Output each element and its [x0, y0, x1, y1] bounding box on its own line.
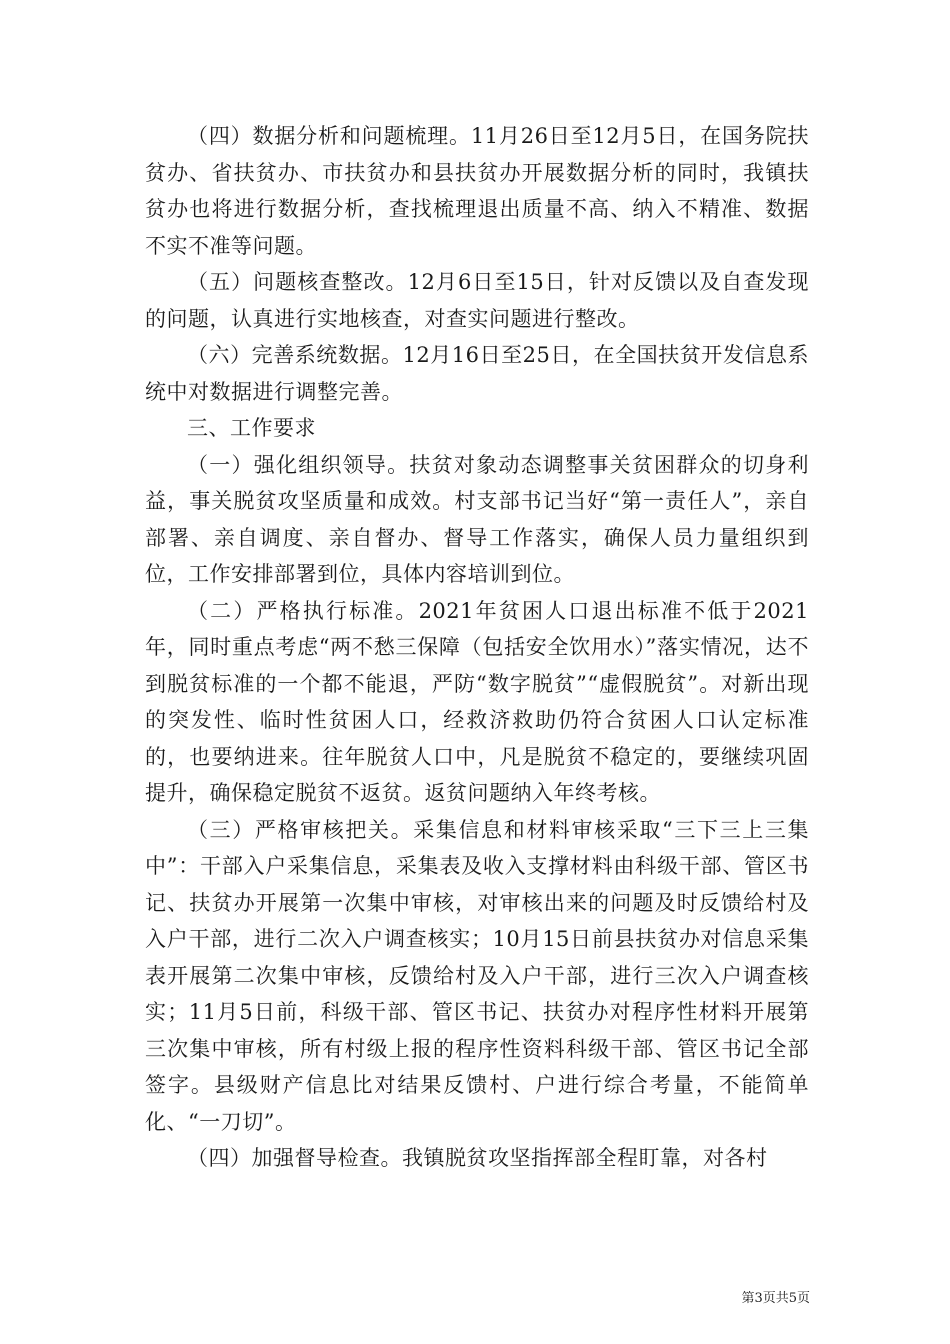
paragraph-problem-rectification: （五）问题核查整改。12月6日至15日，针对反馈以及自查发现的问题，认真进行实地核查，对查实问题进行整改。	[145, 270, 809, 331]
paragraph-standards: （二）严格执行标准。2021年贫困人口退出标准不低于2021年，同时重点考虑“两不愁三保障（包括安全饮用水）”落实情况，达不到脱贫标准的一个都不能退，严防“数字脱贫”“虚假脱贫”。对新出现的突发性、临时性贫困人口，经救济救助仍符合贫困人口认定标准的，也要纳进来。往年脱贫人口中，凡是脱贫不稳定的，要继续巩固提升，确保稳定脱贫不返贫。返贫问题纳入年终考核。	[145, 598, 809, 805]
document-body	[145, 118, 809, 1177]
paragraph-review: （三）严格审核把关。采集信息和材料审核采取“三下三上三集中”：干部入户采集信息，采集表及收入支撑材料由科级干部、管区书记、扶贫办开展第一次集中审核，对审核出来的问题及时反馈给村及入户干部，进行二次入户调查核实；10月15日前县扶贫办对信息采集表开展第二次集中审核，反馈给村及入户干部，进行三次入户调查核实；11月5日前，科级干部、管区书记、扶贫办对程序性材料开展第三次集中审核，所有村级上报的程序性资料科级干部、管区书记全部签字。县级财产信息比对结果反馈村、户进行综合考量，不能简单化、“一刀切”。	[145, 817, 809, 1134]
paragraph-supervision: （四）加强督导检查。我镇脱贫攻坚指挥部全程盯靠，对各村	[187, 1146, 768, 1170]
paragraph-system-data: （六）完善系统数据。12月16日至25日，在全国扶贫开发信息系统中对数据进行调整完善。	[145, 343, 809, 404]
section-heading-work-requirements: 三、工作要求	[187, 416, 316, 440]
paragraph-data-analysis: （四）数据分析和问题梳理。11月26日至12月5日，在国务院扶贫办、省扶贫办、市扶贫办和县扶贫办开展数据分析的同时，我镇扶贫办也将进行数据分析，查找梳理退出质量不高、纳入不精准、数据不实不准等问题。	[145, 124, 809, 258]
paragraph-organization-leadership: （一）强化组织领导。扶贫对象动态调整事关贫困群众的切身利益，事关脱贫攻坚质量和成效。村支部书记当好“第一责任人”，亲自部署、亲自调度、亲自督办、督导工作落实，确保人员力量组织到位，工作安排部署到位，具体内容培训到位。	[145, 452, 809, 586]
page-number: 第3页共5页	[741, 1291, 810, 1306]
